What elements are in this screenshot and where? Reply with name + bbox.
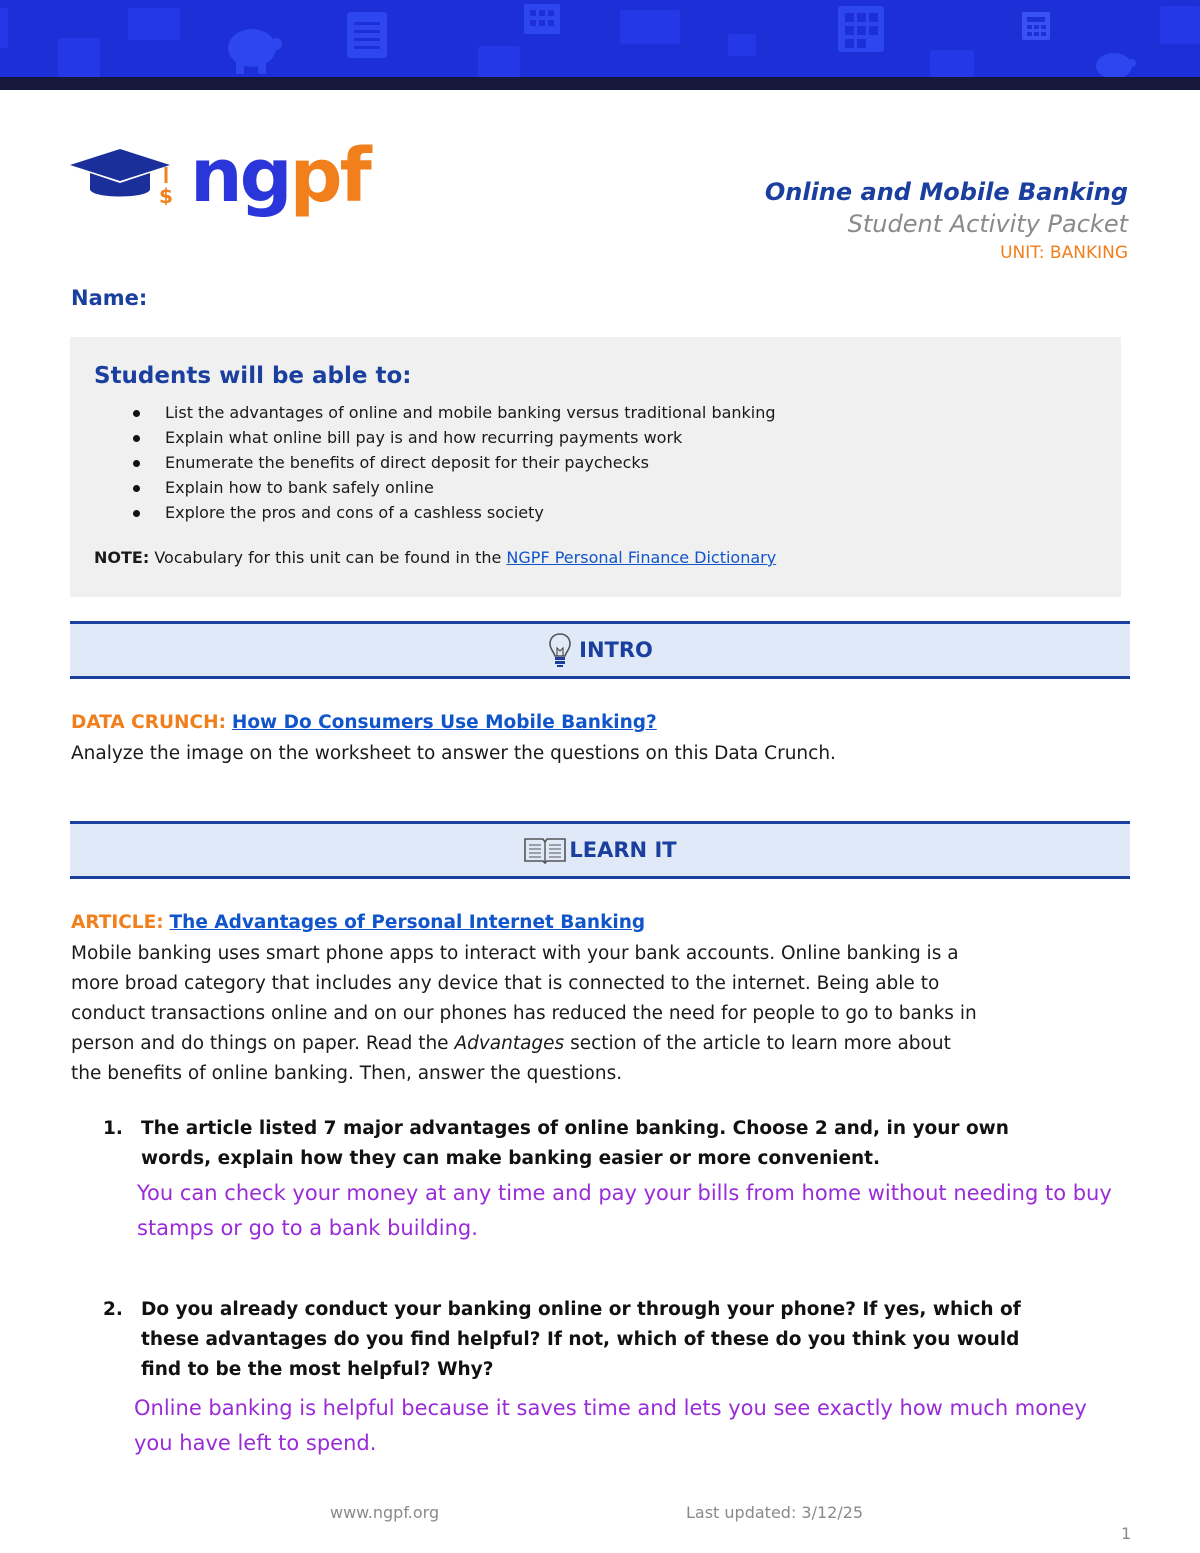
document-icon xyxy=(345,10,389,60)
answer-line: you have left to spend. xyxy=(134,1431,377,1455)
unit-label: UNIT: BANKING xyxy=(1000,243,1128,263)
note-text: Vocabulary for this unit can be found in the xyxy=(149,548,507,567)
ngpf-logo xyxy=(70,135,370,220)
answer-2[interactable] xyxy=(134,1391,1087,1461)
answer-1[interactable] xyxy=(137,1176,1112,1246)
graduation-cap-icon xyxy=(70,149,185,205)
piggy-bank-icon xyxy=(1092,44,1138,80)
list-item: Explore the pros and cons of a cashless society xyxy=(132,500,776,525)
data-crunch-kicker: DATA CRUNCH: xyxy=(71,712,226,733)
learn-it-section-label: LEARN IT xyxy=(569,838,677,862)
list-item: Explain how to bank safely online xyxy=(132,475,776,500)
paragraph-line: conduct transactions online and on our phones has reduced the need for people to go to banks in xyxy=(71,1003,977,1024)
question-line: words, explain how they can make banking easier or more convenient. xyxy=(141,1148,881,1169)
question-line: these advantages do you find helpful? If not, which of these do you think you would xyxy=(141,1329,1020,1350)
answer-line: stamps or go to a bank building. xyxy=(137,1216,478,1240)
document-subtitle: Student Activity Packet xyxy=(847,210,1128,238)
logo-pf: pf xyxy=(289,133,369,219)
article-line xyxy=(71,908,645,938)
question-line: Do you already conduct your banking online or through your phone? If yes, which of xyxy=(141,1299,1021,1320)
list-item: Explain what online bill pay is and how recurring payments work xyxy=(132,425,776,450)
intro-section-label: INTRO xyxy=(579,638,653,662)
paragraph-line xyxy=(71,1029,977,1059)
open-book-icon xyxy=(523,836,567,864)
paragraph-line: more broad category that includes any device that is connected to the internet. Being able to xyxy=(71,973,940,994)
logo-wordmark xyxy=(190,135,369,217)
article-paragraph xyxy=(71,939,977,1089)
data-crunch-line xyxy=(71,708,657,738)
question-line: The article listed 7 major advantages of online banking. Choose 2 and, in your own xyxy=(141,1118,1009,1139)
vocabulary-note xyxy=(94,548,776,567)
lightbulb-icon xyxy=(547,631,573,669)
logo-ng: ng xyxy=(190,133,290,219)
calculator-icon xyxy=(522,4,562,36)
name-label: Name: xyxy=(71,286,148,310)
paragraph-line: Mobile banking uses smart phone apps to interact with your bank accounts. Online banking is a xyxy=(71,943,959,964)
note-label: NOTE: xyxy=(94,548,150,567)
learn-it-section-header xyxy=(70,821,1130,879)
question-1 xyxy=(103,1114,1009,1174)
paragraph-emphasis: Advantages xyxy=(454,1033,565,1054)
list-item: List the advantages of online and mobile banking versus traditional banking xyxy=(132,400,776,425)
svg-text:$: $ xyxy=(159,184,173,205)
dictionary-link[interactable]: NGPF Personal Finance Dictionary xyxy=(506,548,777,567)
article-link[interactable]: The Advantages of Personal Internet Banking xyxy=(169,912,646,933)
title-block xyxy=(765,176,1128,266)
calculator-icon xyxy=(1022,12,1052,42)
page-number: 1 xyxy=(1121,1524,1132,1543)
banner-strip xyxy=(0,77,1200,90)
objectives-list xyxy=(132,400,776,525)
data-crunch-link[interactable]: How Do Consumers Use Mobile Banking? xyxy=(231,712,657,733)
paragraph-text: section of the article to learn more about xyxy=(564,1033,951,1054)
question-line: find to be the most helpful? Why? xyxy=(141,1359,494,1380)
article-kicker: ARTICLE: xyxy=(71,912,164,933)
header-banner xyxy=(0,0,1200,90)
objectives-heading: Students will be able to: xyxy=(94,363,412,389)
data-crunch-text: Analyze the image on the worksheet to answer the questions on this Data Crunch. xyxy=(71,743,836,764)
paragraph-line: the benefits of online banking. Then, answer the questions. xyxy=(71,1063,623,1084)
objectives-box xyxy=(70,337,1121,597)
intro-section-header xyxy=(70,621,1130,679)
list-item: Enumerate the benefits of direct deposit for their paychecks xyxy=(132,450,776,475)
answer-line: You can check your money at any time and pay your bills from home without needing to buy xyxy=(137,1181,1112,1205)
question-number: 2. xyxy=(103,1299,123,1320)
document-title: Online and Mobile Banking xyxy=(764,178,1128,206)
calculator-icon xyxy=(838,6,888,54)
answer-line: Online banking is helpful because it saves time and lets you see exactly how much money xyxy=(134,1396,1087,1420)
footer-url[interactable]: www.ngpf.org xyxy=(330,1503,440,1522)
piggy-bank-icon xyxy=(222,18,284,76)
footer-last-updated: Last updated: 3/12/25 xyxy=(686,1503,864,1522)
paragraph-text: person and do things on paper. Read the xyxy=(71,1033,455,1054)
question-2 xyxy=(103,1295,1021,1385)
question-number: 1. xyxy=(103,1118,123,1139)
